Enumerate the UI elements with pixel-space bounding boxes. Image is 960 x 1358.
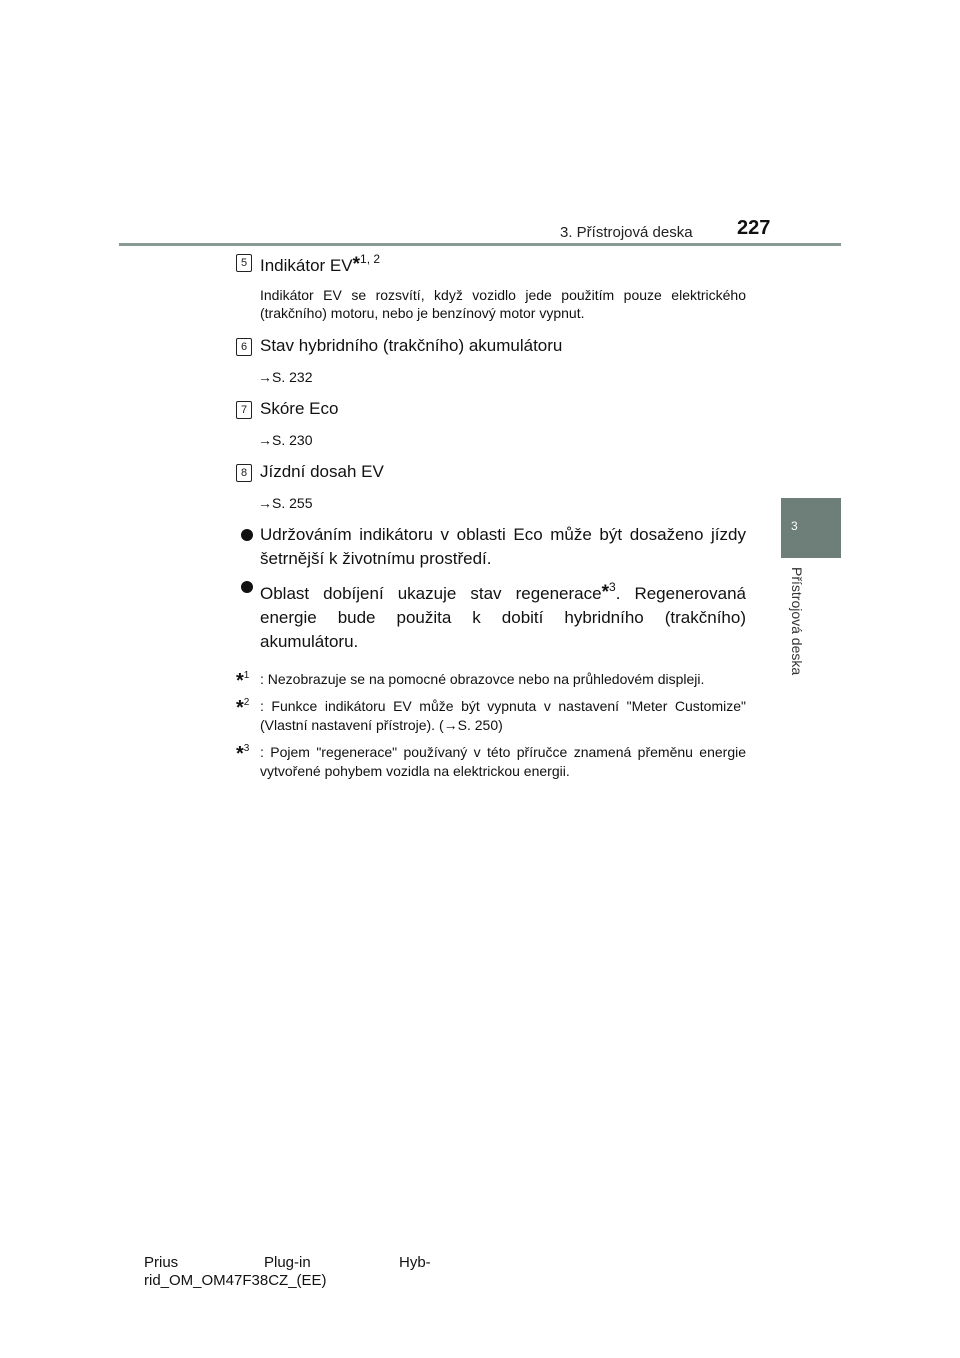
page-reference-link[interactable]: →S. 230 [258,432,313,448]
bullet-charge-zone [236,575,746,654]
footer-doc-code: rid_OM_OM47F38CZ_(EE) [144,1272,327,1289]
item-title: Stav hybridního (trakčního) akumulátoru [260,336,563,355]
footnote-text: : Pojem "regenerace" používaný v této příručce znamená přeměnu energie vytvořené pohybem vozidla na elektrickou energii. [260,744,746,779]
footnote-number: 1 [243,670,250,681]
item-title: Skóre Eco [260,399,339,418]
header-title: 3. Přístrojová deska [560,224,693,241]
main-content [236,252,746,781]
footer-model: Prius [144,1254,179,1271]
footnote-number: 3 [243,743,250,754]
footnote-3 [236,743,746,781]
item-number-badge: 7 [236,401,252,419]
footnote-star-icon: * [601,582,609,603]
footnote-star-icon: * [236,670,244,692]
footer-hyb: Hyb- [399,1254,431,1271]
item-eco-score [236,399,746,448]
bullet-text-end: . Regenerovaná energie bude použita k dobití hybridního (trakčního) akumulátoru. [260,584,746,651]
page-reference-link[interactable]: →S. 232 [258,369,313,385]
header-rule [119,243,841,246]
bullet-text: Udržováním indikátoru v oblasti Eco může být dosaženo jízdy šetrnější k životnímu prostředí. [260,525,746,568]
bullet-eco-zone [236,523,746,571]
item-number-badge: 8 [236,464,252,482]
footnote-star-icon: * [236,743,244,765]
bullet-icon [241,581,253,593]
footnote-star-icon: * [352,254,361,275]
page-number: 227 [737,217,771,239]
item-ev-indicator [236,252,746,322]
footnote-text: : Nezobrazuje se na pomocné obrazovce nebo na průhledovém displeji. [260,671,705,687]
chapter-tab[interactable] [781,498,841,558]
item-ev-range [236,462,746,511]
item-battery-status [236,336,746,385]
footnote-text: : Funkce indikátoru EV může být vypnuta v nastavení "Meter Customize" (Vlastní nastavení přístroje). (→S. 250) [260,698,746,733]
footnote-2 [236,697,746,735]
footnote-1 [236,670,746,692]
item-title: Jízdní dosah EV [260,462,384,481]
footnote-number: 2 [243,697,250,708]
chapter-tab-number: 3 [791,519,798,533]
footnote-ref: 1, 2 [360,252,381,266]
bullet-text-start: Oblast dobíjení ukazuje stav regenerace [260,584,602,603]
item-number-badge: 6 [236,338,252,356]
footnote-star-icon: * [236,697,244,719]
item-title: Indikátor EV [260,256,353,275]
footer-variant: Plug-in [264,1254,311,1271]
footnote-ref: 3 [609,580,616,594]
item-description: Indikátor EV se rozsvítí, když vozidlo jede použitím pouze elektrického (trakčního) motoru, nebo je benzínový motor vypnut. [260,287,746,321]
bullet-icon [241,529,253,541]
item-number-badge: 5 [236,254,252,272]
document-footer [144,1254,444,1290]
chapter-side-label: Přístrojová deska [789,567,805,676]
page-reference-link[interactable]: →S. 255 [258,495,313,511]
